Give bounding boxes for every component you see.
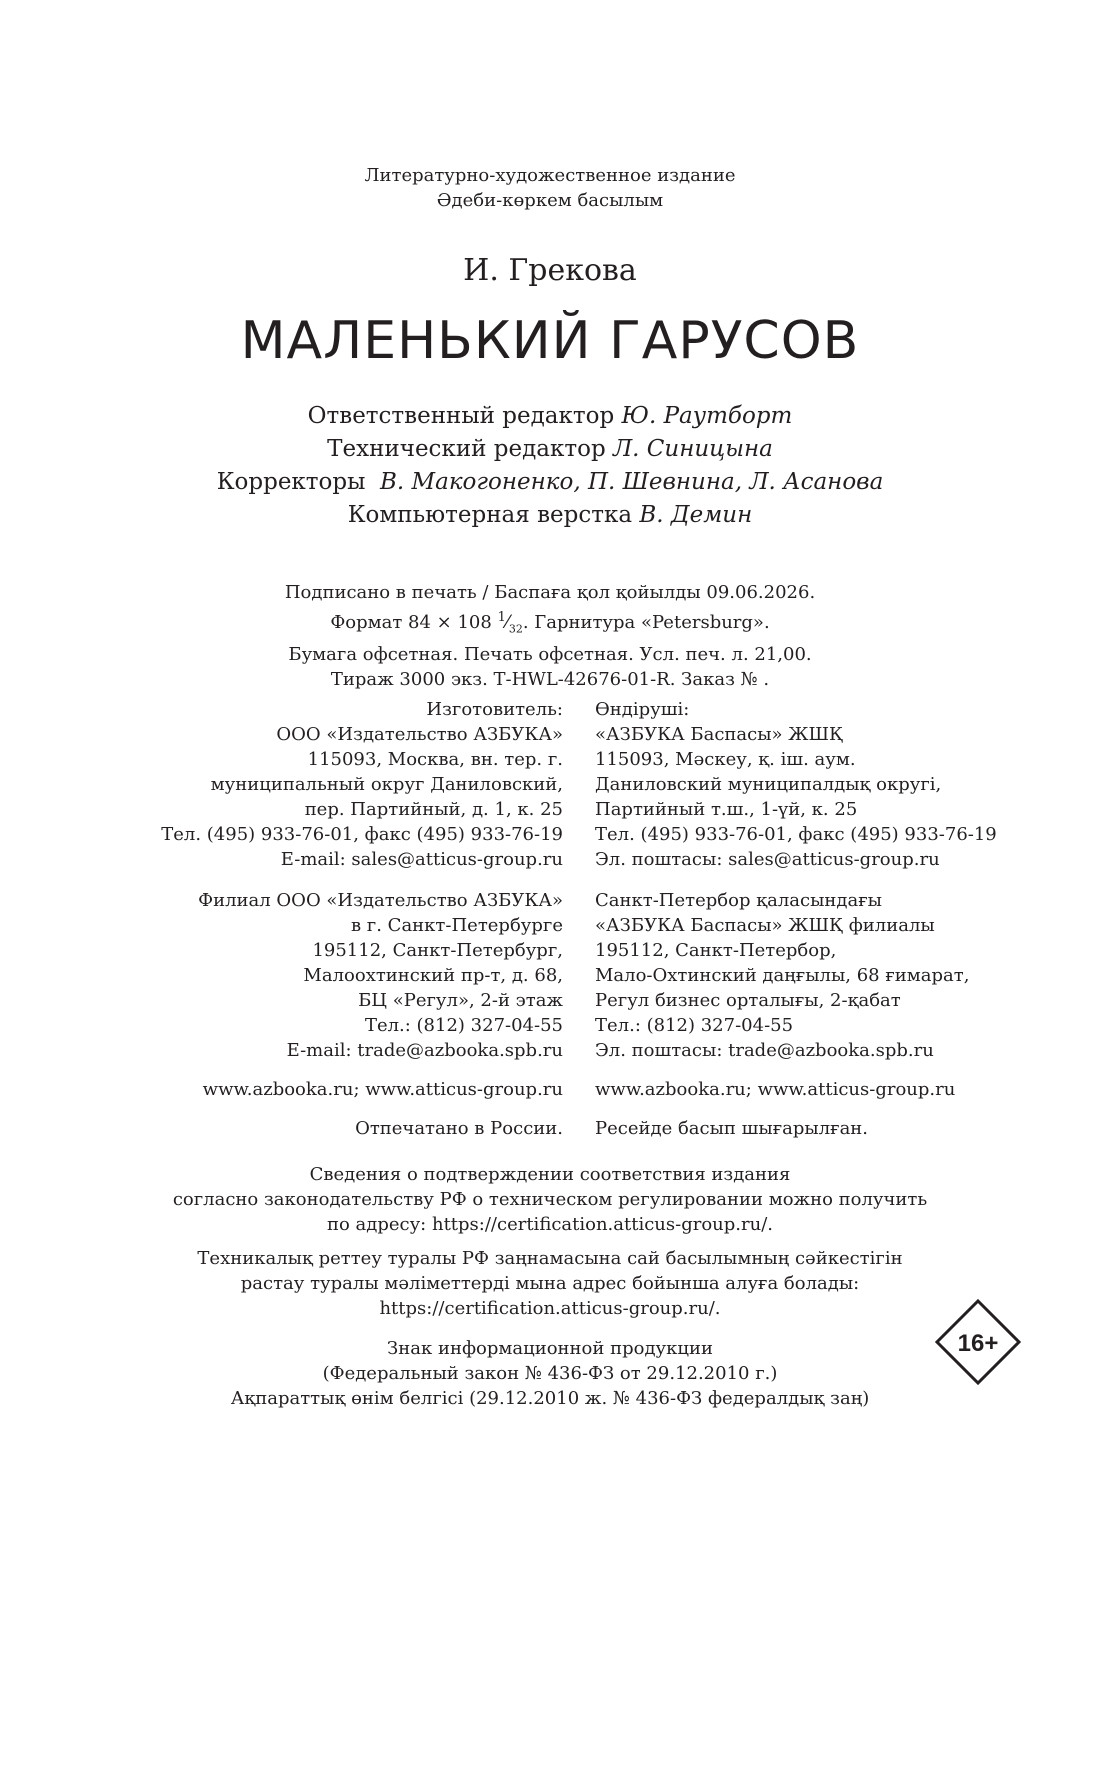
genre-kz: Әдеби-көркем басылым [436, 190, 664, 211]
book-title: МАЛЕНЬКИЙ ГАРУСОВ [240, 311, 860, 371]
credit-role: Корректоры [216, 469, 366, 495]
address-line: в г. Санкт-Петербурге [350, 915, 563, 936]
cert-line: https://certification.atticus-group.ru/. [379, 1298, 721, 1319]
cert-line: Техникалық реттеу туралы РФ заңнамасына сай басылымның сәйкестігін [197, 1248, 903, 1269]
print-signed: Подписано в печать / Баспаға қол қойылды 09.06.2026. [284, 582, 816, 603]
genre-ru: Литературно-художественное издание [364, 165, 736, 186]
address-line: Эл. поштасы: sales@atticus-group.ru [595, 849, 940, 870]
cert-line: согласно законодательству РФ о техническом регулировании можно получить [172, 1189, 928, 1210]
address-line: E-mail: trade@azbooka.spb.ru [286, 1040, 563, 1061]
address-line: Өндіруші: [595, 699, 690, 720]
print-details [0, 580, 1100, 692]
address-line: Малоохтинский пр-т, д. 68, [303, 965, 563, 986]
credit-role: Технический редактор [327, 436, 606, 462]
printed-kz: Ресейде басып шығарылған. [595, 1118, 869, 1139]
credit-name: В. Макогоненко, П. Шевнина, Л. Асанова [380, 469, 884, 495]
address-line: «АЗБУКА Баспасы» ЖШҚ филиалы [595, 915, 935, 936]
web-kz: www.azbooka.ru; www.atticus-group.ru [595, 1079, 956, 1100]
genre-block [0, 163, 1100, 213]
address-line: E-mail: sales@atticus-group.ru [280, 849, 563, 870]
address-line: Партийный т.ш., 1-үй, к. 25 [595, 799, 858, 820]
cert-line: растау туралы мәліметтерді мына адрес бойынша алуға болады: [240, 1273, 860, 1294]
info-sign-line: Знак информационной продукции [387, 1338, 713, 1359]
format-num: 1 [497, 610, 506, 625]
credit-name: Ю. Раутборт [621, 403, 793, 429]
manufacturer-ru [161, 697, 563, 872]
cert-line: Сведения о подтверждении соответствия издания [309, 1164, 791, 1185]
credit-line [0, 433, 1100, 466]
address-line: Тел.: (812) 327-04-55 [595, 1015, 794, 1036]
credit-role: Компьютерная верстка [347, 502, 633, 528]
address-line: Тел. (495) 933-76-01, факс (495) 933-76-19 [161, 824, 563, 845]
address-line: Филиал ООО «Издательство АЗБУКА» [198, 890, 563, 911]
address-line: Тел.: (812) 327-04-55 [364, 1015, 563, 1036]
branch-ru [198, 888, 563, 1063]
spacer [0, 1237, 1100, 1246]
address-line: 195112, Санкт-Петербург, [312, 940, 563, 961]
info-sign-line: Ақпараттық өнім белгісі (29.12.2010 ж. № 436-ФЗ федералдық заң) [230, 1388, 870, 1409]
web-ru: www.azbooka.ru; www.atticus-group.ru [202, 1079, 563, 1100]
address-line: Санкт-Петербор қаласындағы [595, 890, 882, 911]
address-line: Мало-Охтинский даңғылы, 68 ғимарат, [595, 965, 970, 986]
info-sign-line: (Федеральный закон № 436-ФЗ от 29.12.2010 г.) [322, 1363, 778, 1384]
credit-name: В. Демин [639, 502, 753, 528]
address-line: Тел. (495) 933-76-01, факс (495) 933-76-19 [595, 824, 997, 845]
author-name: И. Грекова [463, 253, 637, 288]
address-line: 195112, Санкт-Петербор, [595, 940, 837, 961]
print-paper: Бумага офсетная. Печать офсетная. Усл. печ. л. 21,00. [288, 643, 812, 665]
format-suffix: . Гарнитура «Petersburg». [522, 612, 770, 633]
credit-line [0, 466, 1100, 499]
cert-line: по адресу: https://certification.atticus-group.ru/. [326, 1214, 774, 1235]
printed-ru: Отпечатано в России. [355, 1118, 563, 1139]
address-line: ООО «Издательство АЗБУКА» [276, 724, 563, 745]
address-line: муниципальный округ Даниловский, [210, 774, 563, 795]
credit-line [0, 499, 1100, 532]
address-line: Регул бизнес орталығы, 2-қабат [595, 990, 901, 1011]
address-line: пер. Партийный, д. 1, к. 25 [304, 799, 563, 820]
age-rating-label: 16+ [957, 1330, 999, 1357]
print-format [0, 605, 1100, 642]
credit-role: Ответственный редактор [307, 403, 615, 429]
credit-line [0, 400, 1100, 433]
address-line: 115093, Мәскеу, қ. іш. аум. [595, 749, 856, 770]
address-line: БЦ «Регул», 2-й этаж [358, 990, 563, 1011]
branch-kz [595, 888, 969, 1063]
format-den: 32 [508, 622, 523, 636]
address-line: Эл. поштасы: trade@azbooka.spb.ru [595, 1040, 934, 1061]
address-line: «АЗБУКА Баспасы» ЖШҚ [595, 724, 843, 745]
address-line: Изготовитель: [426, 699, 563, 720]
address-line: 115093, Москва, вн. тер. г. [307, 749, 563, 770]
credit-name: Л. Синицына [612, 436, 773, 462]
credits-block [0, 400, 1100, 532]
address-line: Даниловский муниципалдық округі, [595, 774, 942, 795]
age-rating-badge [934, 1298, 1022, 1386]
format-slash: ⁄ [505, 612, 509, 633]
manufacturer-kz [595, 697, 997, 872]
format-prefix: Формат 84 × 108 [330, 612, 498, 633]
print-run: Тираж 3000 экз. Т-HWL-42676-01-R. Заказ № . [330, 668, 770, 690]
